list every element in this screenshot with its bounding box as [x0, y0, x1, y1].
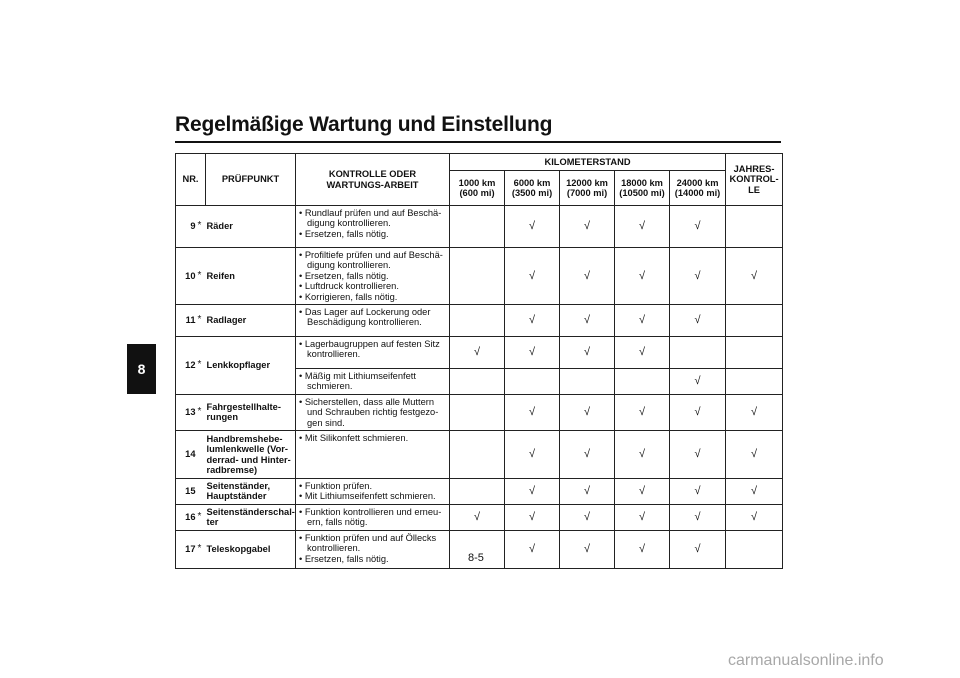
check-cell: √	[560, 206, 615, 248]
action-cell	[296, 394, 450, 430]
row-item: Teleskopgabel	[206, 530, 296, 568]
row-star	[197, 479, 206, 505]
table-row	[176, 248, 783, 305]
header-item: PRÜFPUNKT	[206, 154, 296, 206]
check-cell	[450, 394, 505, 430]
row-nr: 14	[176, 431, 197, 479]
header-km-group: KILOMETERSTAND	[450, 154, 726, 171]
check-cell: √	[615, 206, 670, 248]
row-item: Lenkkopflager	[206, 337, 296, 395]
check-cell: √	[670, 431, 726, 479]
action-cell	[296, 369, 450, 395]
action-line: • Mit Lithiumseifenfett schmieren.	[299, 491, 436, 502]
check-cell: √	[615, 431, 670, 479]
check-cell: √	[560, 479, 615, 505]
action-line: • Mit Silikonfett schmieren.	[299, 433, 409, 444]
check-cell: √	[560, 431, 615, 479]
action-line: • Rundlauf prüfen und auf Beschä-digung kontrollieren.	[299, 208, 442, 229]
check-cell: √	[615, 530, 670, 568]
row-nr: 16	[176, 504, 197, 530]
title-underline	[175, 141, 781, 143]
watermark: carmanualsonline.info	[728, 652, 884, 669]
check-cell: √	[615, 337, 670, 369]
header-km-3	[615, 171, 670, 206]
check-cell: √	[615, 248, 670, 305]
header-km-2	[560, 171, 615, 206]
action-cell	[296, 248, 450, 305]
header-mi-value: (7000 mi)	[566, 188, 608, 198]
header-km-4	[670, 171, 726, 206]
row-item: Räder	[206, 206, 296, 248]
action-line: • Funktion prüfen und auf Öllecks kontrollieren.	[299, 532, 437, 554]
maintenance-table	[175, 153, 783, 569]
check-cell: √	[505, 305, 560, 337]
check-cell	[450, 206, 505, 248]
action-cell	[296, 479, 450, 505]
check-cell	[726, 206, 783, 248]
row-star	[197, 431, 206, 479]
check-cell: √	[505, 479, 560, 505]
check-cell: √	[560, 394, 615, 430]
check-cell	[560, 369, 615, 395]
table-row	[176, 431, 783, 479]
check-cell: √	[670, 206, 726, 248]
row-item: Radlager	[206, 305, 296, 337]
action-cell	[296, 337, 450, 369]
table-row	[176, 305, 783, 337]
check-cell: √	[726, 248, 783, 305]
check-cell: √	[505, 504, 560, 530]
header-km-value: 24000 km	[676, 177, 719, 188]
page-number: 8-5	[468, 552, 484, 564]
action-line: • Korrigieren, falls nötig.	[299, 291, 398, 302]
table-row	[176, 394, 783, 430]
row-star: *	[197, 530, 206, 568]
row-item: Fahrgestellhalte-rungen	[206, 394, 296, 430]
header-km-value: 1000 km	[458, 177, 496, 188]
check-cell: √	[505, 206, 560, 248]
row-nr: 11	[176, 305, 197, 337]
header-km-1	[505, 171, 560, 206]
check-cell: √	[670, 394, 726, 430]
check-cell: √	[450, 504, 505, 530]
header-mi-value: (3500 mi)	[511, 188, 553, 198]
check-cell	[726, 337, 783, 369]
check-cell: √	[505, 337, 560, 369]
check-cell: √	[560, 530, 615, 568]
header-km-value: 18000 km	[621, 177, 663, 188]
row-item: Reifen	[206, 248, 296, 305]
row-item: Seitenständerschal-ter	[206, 504, 296, 530]
action-line: • Lagerbaugruppen auf festen Sitz kontrollieren.	[299, 339, 440, 360]
action-line: • Sicherstellen, dass alle Muttern und Schrauben richtig festgezo-gen sind.	[299, 396, 439, 428]
action-line: • Ersetzen, falls nötig.	[299, 228, 389, 239]
action-line: • Ersetzen, falls nötig.	[299, 270, 389, 281]
header-annual: JAHRES-KONTROL-LE	[726, 154, 783, 206]
check-cell: √	[560, 248, 615, 305]
row-nr: 17	[176, 530, 197, 568]
action-cell	[296, 305, 450, 337]
check-cell	[450, 248, 505, 305]
check-cell: √	[505, 431, 560, 479]
header-mi-value: (10500 mi)	[619, 188, 665, 198]
row-nr: 13	[176, 394, 197, 430]
row-item: Seitenständer, Hauptständer	[206, 479, 296, 505]
header-mi-value: (600 mi)	[459, 188, 495, 198]
check-cell: √	[726, 479, 783, 505]
check-cell: √	[670, 504, 726, 530]
row-star: *	[197, 248, 206, 305]
action-line: • Funktion kontrollieren und erneu-ern, falls nötig.	[299, 506, 442, 528]
action-line: • Luftdruck kontrollieren.	[299, 281, 399, 292]
header-nr: NR.	[176, 154, 206, 206]
check-cell: √	[670, 248, 726, 305]
header-km-value: 12000 km	[566, 177, 608, 188]
check-cell	[450, 305, 505, 337]
row-star: *	[197, 337, 206, 395]
action-line: • Funktion prüfen.	[299, 481, 373, 492]
check-cell	[726, 530, 783, 568]
header-km-0	[450, 171, 505, 206]
page-title: Regelmäßige Wartung und Einstellung	[175, 113, 553, 136]
check-cell	[450, 431, 505, 479]
check-cell: √	[560, 337, 615, 369]
check-cell: √	[726, 394, 783, 430]
header-km-value: 6000 km	[513, 177, 551, 188]
check-cell	[670, 337, 726, 369]
row-star: *	[197, 394, 206, 430]
table-body	[176, 206, 783, 569]
check-cell: √	[450, 337, 505, 369]
check-cell: √	[615, 504, 670, 530]
check-cell: √	[726, 431, 783, 479]
check-cell	[505, 369, 560, 395]
check-cell	[450, 369, 505, 395]
check-cell: √	[670, 369, 726, 395]
action-cell	[296, 206, 450, 248]
row-item: Handbremshebe-lumlenkwelle (Vor-derrad- und Hinter-radbremse)	[206, 431, 296, 479]
action-cell	[296, 530, 450, 568]
header-action: KONTROLLE ODER WARTUNGS-ARBEIT	[296, 154, 450, 206]
row-nr: 12	[176, 337, 197, 395]
table-row	[176, 479, 783, 505]
row-nr: 15	[176, 479, 197, 505]
check-cell	[450, 479, 505, 505]
action-line: • Das Lager auf Lockerung oder Beschädigung kontrollieren.	[299, 307, 431, 328]
action-line: • Profiltiefe prüfen und auf Beschä-digung kontrollieren.	[299, 250, 443, 271]
check-cell: √	[670, 530, 726, 568]
action-cell	[296, 504, 450, 530]
check-cell	[726, 305, 783, 337]
check-cell	[615, 369, 670, 395]
table-row	[176, 337, 783, 369]
header-row	[176, 154, 783, 171]
check-cell: √	[560, 305, 615, 337]
header-mi-value: (14000 mi)	[674, 188, 721, 198]
table-row	[176, 504, 783, 530]
check-cell: √	[615, 305, 670, 337]
row-star: *	[197, 206, 206, 248]
check-cell: √	[615, 479, 670, 505]
check-cell: √	[615, 394, 670, 430]
check-cell: √	[505, 530, 560, 568]
table-row	[176, 206, 783, 248]
check-cell: √	[670, 305, 726, 337]
check-cell: √	[505, 394, 560, 430]
check-cell: √	[670, 479, 726, 505]
action-line: • Ersetzen, falls nötig.	[299, 553, 389, 564]
check-cell	[726, 369, 783, 395]
row-star: *	[197, 504, 206, 530]
row-nr: 9	[176, 206, 197, 248]
action-line: • Mäßig mit Lithiumseifenfett schmieren.	[299, 371, 416, 392]
row-star: *	[197, 305, 206, 337]
row-nr: 10	[176, 248, 197, 305]
check-cell: √	[560, 504, 615, 530]
chapter-tab: 8	[127, 344, 156, 394]
action-cell	[296, 431, 450, 479]
check-cell: √	[505, 248, 560, 305]
check-cell: √	[726, 504, 783, 530]
